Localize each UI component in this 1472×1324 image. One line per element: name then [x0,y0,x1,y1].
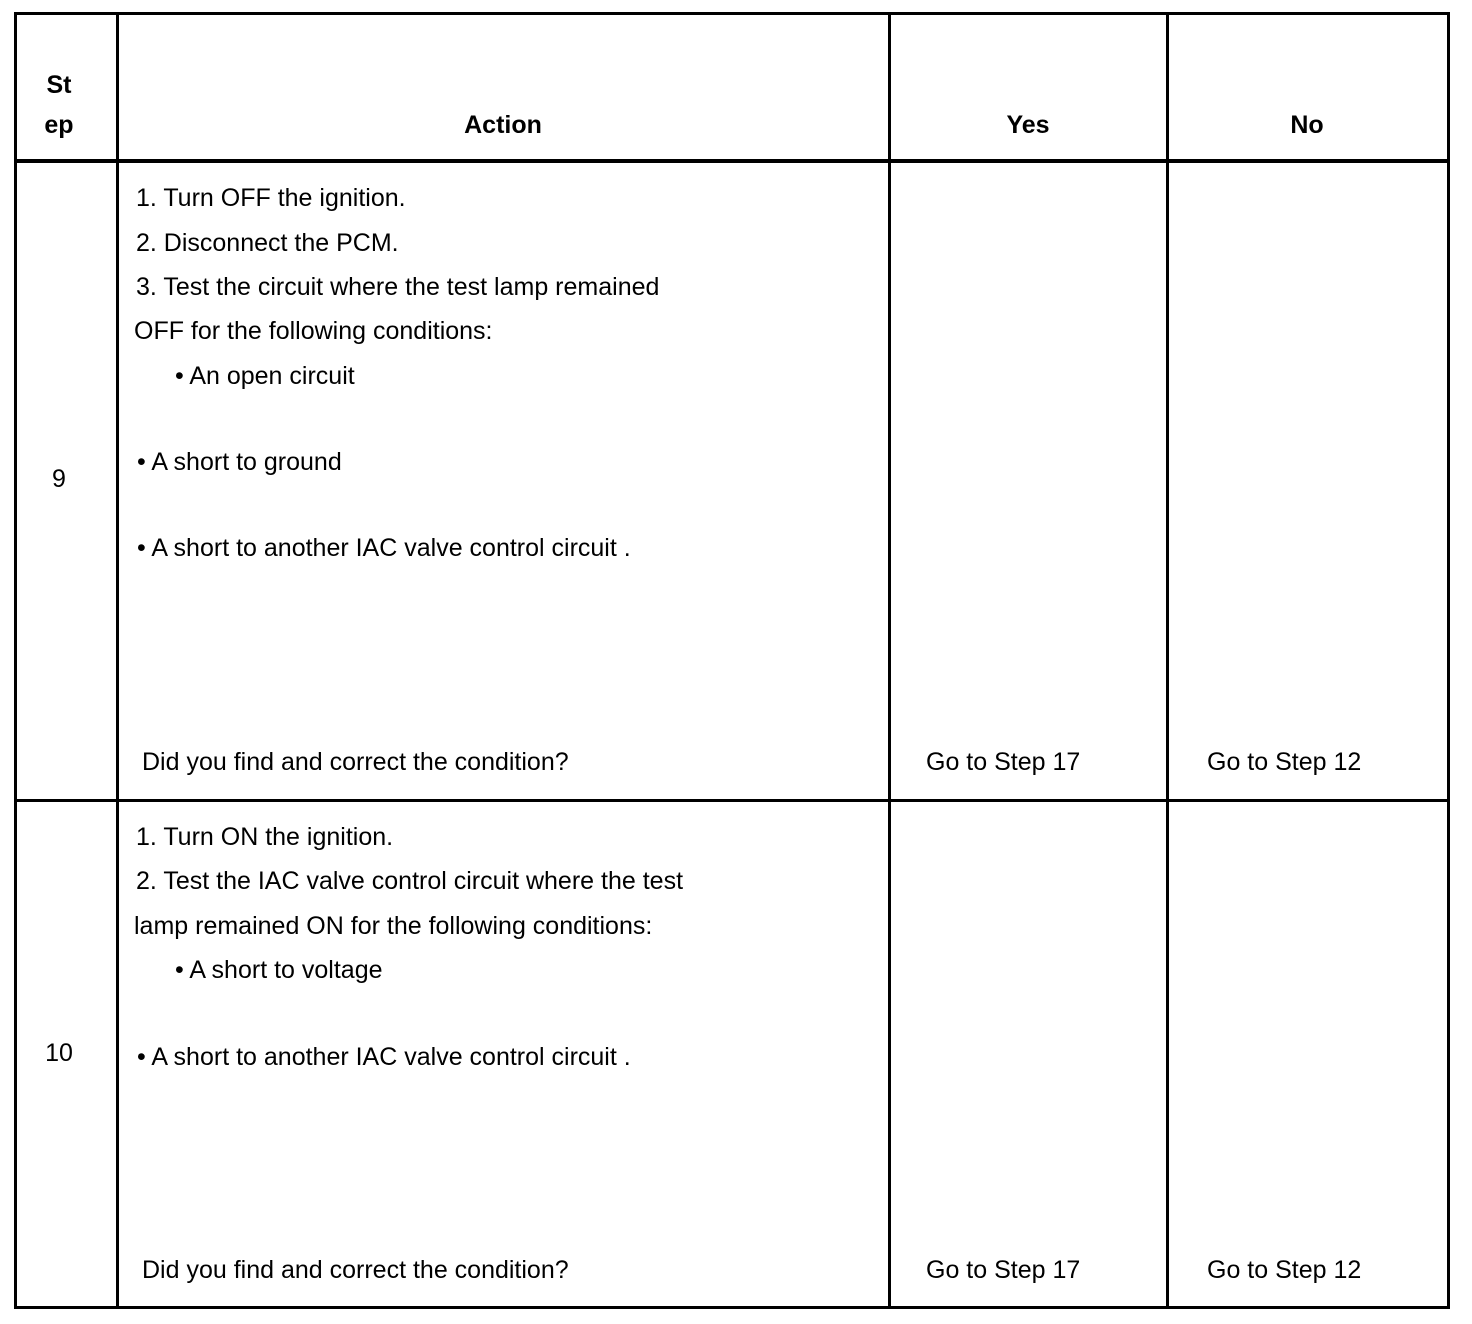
no-result: Go to Step 12 [1207,748,1362,776]
action-line: 3. Test the circuit where the test lamp remained [136,273,660,301]
action-bullet: • A short to another IAC valve control circuit . [137,1043,631,1071]
action-bullet: • An open circuit [175,362,355,390]
action-bullet: • A short to voltage [175,956,383,984]
action-bullet: • A short to another IAC valve control circuit . [137,534,631,562]
action-question: Did you find and correct the condition? [142,748,569,776]
header-action: Action [464,111,542,139]
action-line: 2. Disconnect the PCM. [136,229,399,257]
action-line: 1. Turn ON the ignition. [136,823,394,851]
header-yes: Yes [1006,111,1050,139]
column-divider [888,15,891,1306]
header-step-line2: ep [44,111,74,139]
action-line: 2. Test the IAC valve control circuit where the test [136,867,684,895]
yes-result: Go to Step 17 [926,748,1081,776]
header-no: No [1290,111,1324,139]
action-line: OFF for the following conditions: [134,317,493,345]
step-number: 9 [52,465,66,493]
step-number: 10 [45,1039,73,1067]
header-divider [17,159,1447,163]
column-divider [116,15,119,1306]
action-line: 1. Turn OFF the ignition. [136,184,406,212]
column-divider [1166,15,1169,1306]
action-question: Did you find and correct the condition? [142,1256,569,1284]
action-bullet: • A short to ground [137,448,342,476]
no-result: Go to Step 12 [1207,1256,1362,1284]
yes-result: Go to Step 17 [926,1256,1081,1284]
header-step-line1: St [46,71,72,99]
action-line: lamp remained ON for the following conditions: [134,912,653,940]
row-divider [17,799,1447,802]
